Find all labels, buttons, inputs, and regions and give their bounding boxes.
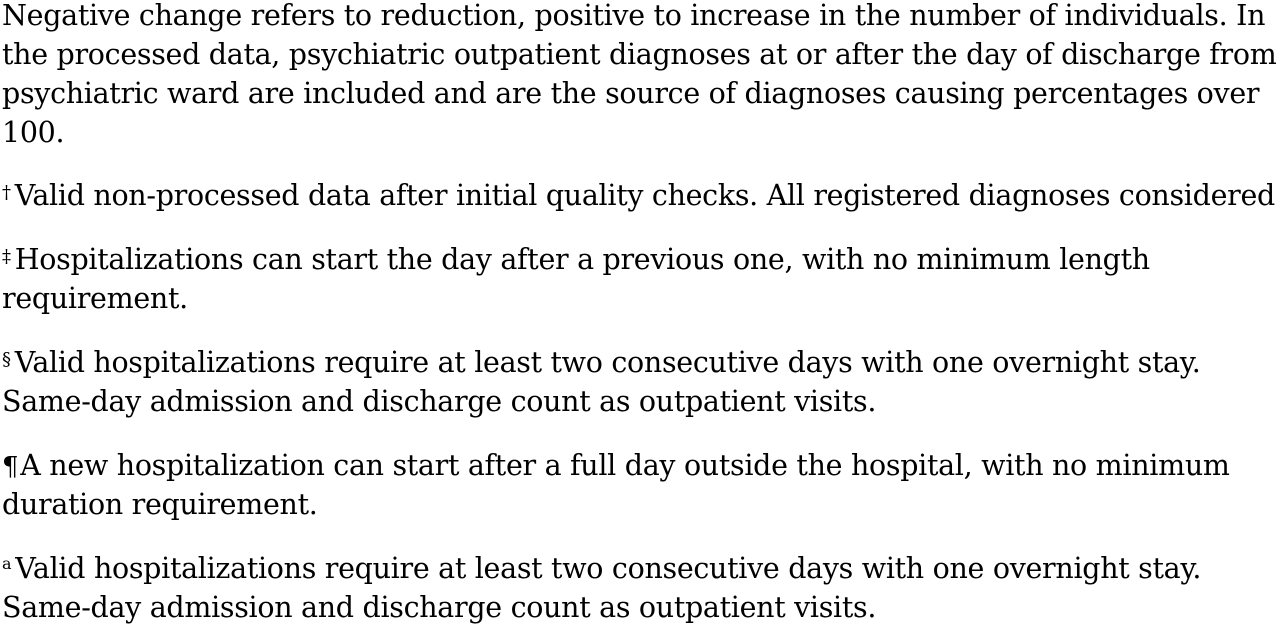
footnote-dagger-text: Valid non-processed data after initial quality checks. All registered diagnoses considered xyxy=(14,179,1275,212)
footnote-dagger: † Valid non-processed data after initial quality checks. All registered diagnoses considered xyxy=(2,179,1275,212)
intro-text: Negative change refers to reduction, positive to increase in the number of individuals. In the processed data, psychiatric outpatient diagnoses at or after the day of discharge from psychiatric ward are included and are the source of diagnoses causing percentages over 100. xyxy=(2,0,1277,149)
footnote-a-text: Valid hospitalizations require at least two consecutive days with one overnight stay. Same-day admission and discharge count as outpatient visits. xyxy=(2,552,1202,624)
footnote-pilcrow-text: A new hospitalization can start after a full day outside the hospital, with no minimum duration requirement. xyxy=(2,449,1230,521)
footnote-section: § Valid hospitalizations require at least two consecutive days with one overnight stay. Same-day admission and discharge count as outpatient visits. xyxy=(2,346,1201,418)
footnote-double-dagger-text: Hospitalizations can start the day after a previous one, with no minimum length requirement. xyxy=(2,243,1150,315)
footnote-pilcrow: ¶A new hospitalization can start after a full day outside the hospital, with no minimum duration requirement. xyxy=(2,449,1230,521)
footnote-a: a Valid hospitalizations require at least two consecutive days with one overnight stay. Same-day admission and discharge count as outpatient visits. xyxy=(2,552,1202,624)
footnote-section-text: Valid hospitalizations require at least two consecutive days with one overnight stay. Same-day admission and discharge count as outpatient visits. xyxy=(2,346,1201,418)
footnote-double-dagger: ‡ Hospitalizations can start the day after a previous one, with no minimum length requirement. xyxy=(2,243,1150,315)
intro-paragraph xyxy=(2,0,1280,152)
